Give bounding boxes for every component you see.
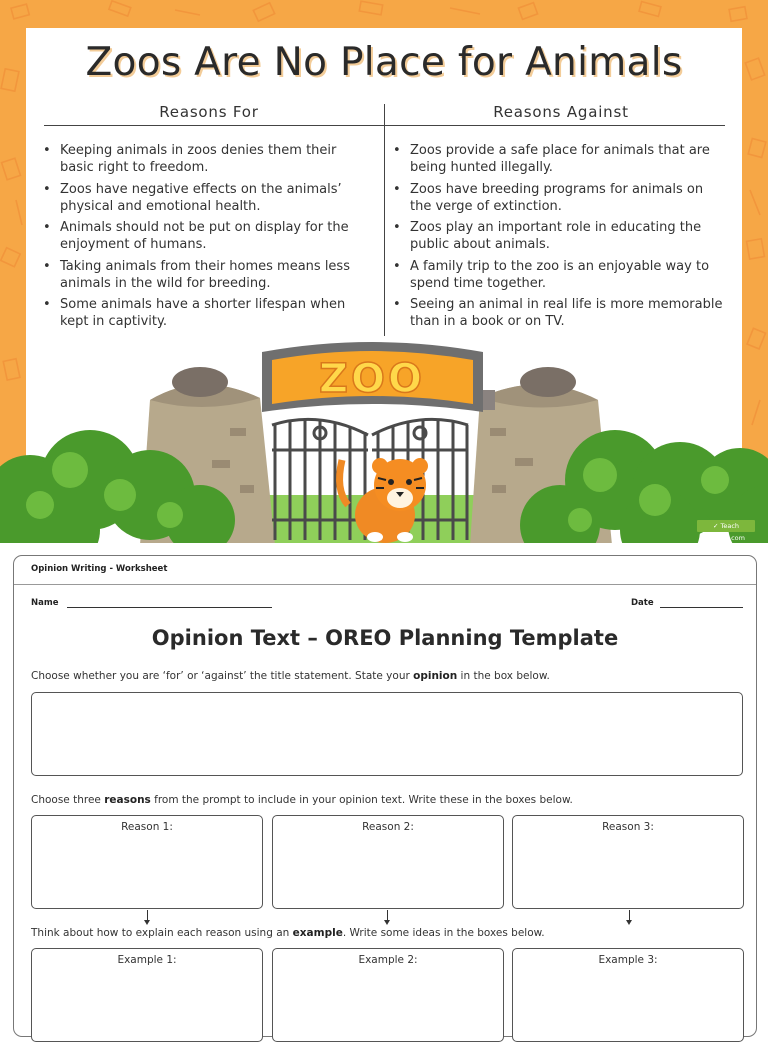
reason-against-item: • Zoos provide a safe place for animals that are being hunted illegally. xyxy=(393,142,728,176)
zoo-sign-text: ZOO xyxy=(318,356,426,402)
instruction-text: Choose three xyxy=(31,794,105,806)
reason-3-box[interactable] xyxy=(512,815,744,909)
reason-against-item: • A family trip to the zoo is an enjoyable way to spend time together. xyxy=(393,258,728,292)
reason-against-item: • Seeing an animal in real life is more memorable than in a book or on TV. xyxy=(393,296,728,330)
worksheet-label: Opinion Writing - Worksheet xyxy=(31,564,168,574)
example-3-box[interactable] xyxy=(512,948,744,1042)
opinion-box[interactable] xyxy=(31,692,743,776)
opinion-instruction xyxy=(31,670,550,682)
down-arrow-icon xyxy=(629,910,630,922)
header-divider xyxy=(14,584,756,585)
instruction-text: . Write some ideas in the boxes below. xyxy=(342,927,545,939)
example-1-label: Example 1: xyxy=(117,954,177,966)
reasons-against-heading: Reasons Against xyxy=(493,103,629,121)
reasons-instruction xyxy=(31,794,573,806)
instruction-text: Think about how to explain each reason using an xyxy=(31,927,293,939)
publisher-logo: ✓ Teach Starter.com xyxy=(697,520,755,532)
example-3-label: Example 3: xyxy=(598,954,658,966)
reason-against-item: • Zoos have breeding programs for animals on the verge of extinction. xyxy=(393,181,728,215)
reason-2-label: Reason 2: xyxy=(362,821,414,833)
column-divider xyxy=(384,104,385,336)
example-2-box[interactable] xyxy=(272,948,504,1042)
reasons-against-list xyxy=(393,142,728,335)
examples-instruction xyxy=(31,927,545,939)
zoo-sign xyxy=(262,342,483,412)
reason-for-item: • Taking animals from their homes means less animals in the wild for breeding. xyxy=(43,258,373,292)
reason-for-item: • Keeping animals in zoos denies them their basic right to freedom. xyxy=(43,142,373,176)
worksheet xyxy=(13,555,757,1037)
name-label: Name xyxy=(31,598,59,608)
down-arrow-icon xyxy=(387,910,388,922)
date-field[interactable] xyxy=(660,607,743,608)
example-2-label: Example 2: xyxy=(358,954,418,966)
reason-3-label: Reason 3: xyxy=(602,821,654,833)
reasons-for-list xyxy=(43,142,373,335)
down-arrow-icon xyxy=(147,910,148,922)
instruction-keyword: example xyxy=(292,927,343,939)
zoo-gate-illustration xyxy=(0,330,768,543)
date-label: Date xyxy=(631,598,654,608)
instruction-text: from the prompt to include in your opinion text. Write these in the boxes below. xyxy=(150,794,573,806)
poster-title: Zoos Are No Place for Animals xyxy=(85,40,683,85)
reason-for-item: • Animals should not be put on display for the enjoyment of humans. xyxy=(43,219,373,253)
example-1-box[interactable] xyxy=(31,948,263,1042)
reason-1-label: Reason 1: xyxy=(121,821,173,833)
instruction-text: Choose whether you are ‘for’ or ‘against’ the title statement. State your xyxy=(31,670,414,682)
reason-against-item: • Zoos play an important role in educating the public about animals. xyxy=(393,219,728,253)
reason-1-box[interactable] xyxy=(31,815,263,909)
instruction-keyword: reasons xyxy=(104,794,151,806)
reason-for-item: • Some animals have a shorter lifespan when kept in captivity. xyxy=(43,296,373,330)
reason-2-box[interactable] xyxy=(272,815,504,909)
reason-for-item: • Zoos have negative effects on the animals’ physical and emotional health. xyxy=(43,181,373,215)
instruction-text: in the box below. xyxy=(457,670,550,682)
instruction-keyword: opinion xyxy=(413,670,458,682)
reasons-for-heading: Reasons For xyxy=(159,103,259,121)
name-field[interactable] xyxy=(67,607,272,608)
worksheet-title: Opinion Text – OREO Planning Template xyxy=(151,626,619,650)
